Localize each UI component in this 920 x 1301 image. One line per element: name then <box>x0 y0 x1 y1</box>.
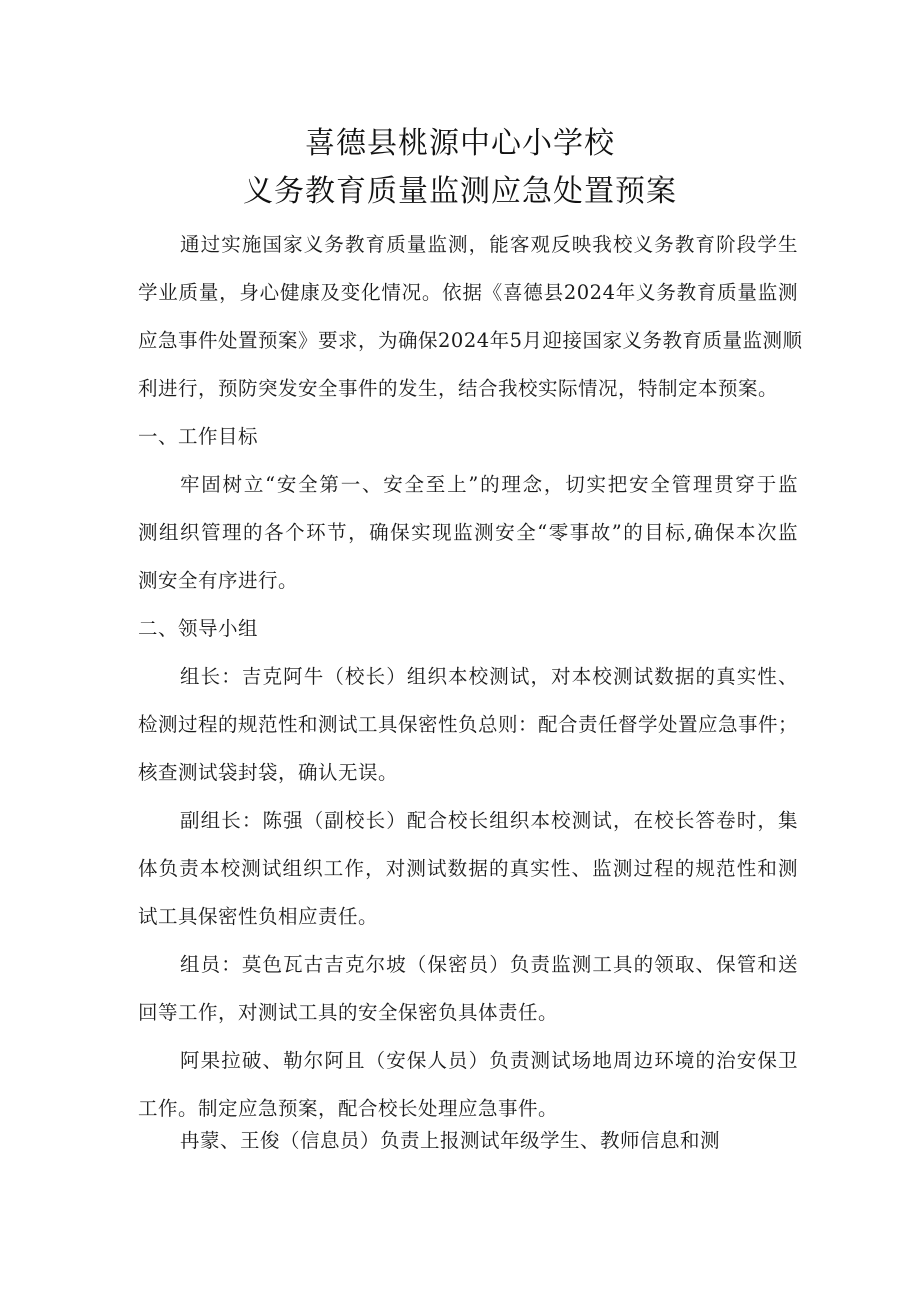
paragraph-line: 通过实施国家义务教育质量监测，能客观反映我校义务教育阶段学生 <box>180 233 798 256</box>
paragraph-line: 学业质量，身心健康及变化情况。依据《喜德县2024年义务教育质量监测 <box>138 281 798 304</box>
paragraph-line: 应急事件处置预案》要求，为确保2024年5月迎接国家义务教育质量监测顺 <box>138 329 803 352</box>
paragraph-line: 工作。制定应急预案，配合校长处理应急事件。 <box>138 1097 559 1120</box>
paragraph-line: 副组长：陈强（副校长）配合校长组织本校测试，在校长答卷时，集 <box>180 809 798 832</box>
paragraph-line: 核查测试袋封袋，确认无误。 <box>138 761 399 784</box>
paragraph-line: 回等工作，对测试工具的安全保密负具体责任。 <box>138 1001 559 1024</box>
paragraph-line: 组员：莫色瓦古吉克尔坡（保密员）负责监测工具的领取、保管和送 <box>180 953 798 976</box>
paragraph-line: 利进行，预防突发安全事件的发生，结合我校实际情况，特制定本预案。 <box>138 377 779 400</box>
section-heading: 一、工作目标 <box>138 425 259 448</box>
paragraph-line: 测组织管理的各个环节，确保实现监测安全“零事故”的目标,确保本次监 <box>138 521 798 544</box>
paragraph-line: 组长：吉克阿牛（校长）组织本校测试，对本校测试数据的真实性、 <box>180 665 798 688</box>
paragraph-line: 试工具保密性负相应责任。 <box>138 905 379 928</box>
paragraph-line: 阿果拉破、勒尔阿且（安保人员）负责测试场地周边环境的治安保卫 <box>180 1049 798 1072</box>
paragraph-line: 牢固树立“安全第一、安全至上”的理念，切实把安全管理贯穿于监 <box>180 473 798 496</box>
document-title-line-2: 义务教育质量监测应急处置预案 <box>243 174 677 209</box>
paragraph-line: 体负责本校测试组织工作，对测试数据的真实性、监测过程的规范性和测 <box>138 857 798 880</box>
document-title-line-1: 喜德县桃源中心小学校 <box>305 126 615 161</box>
paragraph-line: 冉蒙、王俊（信息员）负责上报测试年级学生、教师信息和测 <box>180 1129 721 1152</box>
paragraph-line: 测安全有序进行。 <box>138 569 299 592</box>
paragraph-line: 检测过程的规范性和测试工具保密性负总则：配合责任督学处置应急事件； <box>138 713 799 736</box>
section-heading: 二、领导小组 <box>138 617 259 640</box>
